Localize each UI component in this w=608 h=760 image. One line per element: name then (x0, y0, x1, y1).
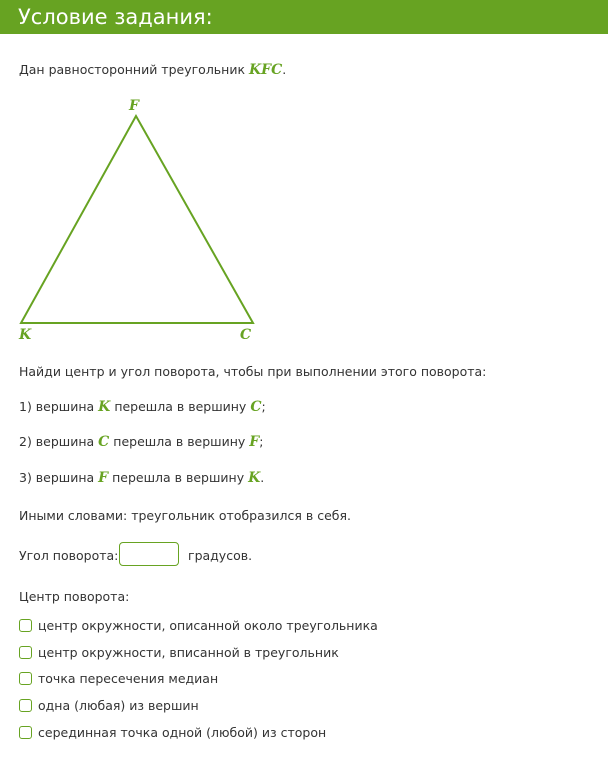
center-option-incenter[interactable] (19, 645, 339, 660)
option-label: серединная точка одной (любой) из сторон (38, 725, 327, 740)
center-option-circumcenter[interactable] (19, 618, 378, 633)
checkbox[interactable] (19, 619, 32, 632)
triangle-kfc (21, 116, 253, 323)
item-text: 2) вершина (19, 434, 99, 449)
task-summary: Иными словами: треугольник отобразился в себя. (19, 508, 352, 523)
task-item-1 (19, 399, 266, 415)
option-label: точка пересечения медиан (38, 671, 219, 686)
task-content (0, 34, 608, 760)
option-label: центр окружности, описанной около треугольника (38, 618, 378, 633)
intro-end: . (282, 62, 287, 77)
vertex-ref: F (249, 434, 260, 450)
task-item-3 (19, 470, 264, 486)
item-text: перешла в вершину (110, 399, 251, 414)
vertex-ref: K (248, 470, 261, 486)
vertex-ref: C (250, 399, 262, 415)
vertex-label-c: C (240, 327, 252, 343)
angle-input[interactable] (119, 542, 179, 566)
item-text: 1) вершина (19, 399, 99, 414)
triangle-figure (0, 34, 300, 354)
vertex-label-k: K (19, 327, 32, 343)
center-label: Центр поворота: (19, 589, 130, 604)
task-header (0, 0, 608, 34)
checkbox[interactable] (19, 672, 32, 685)
task-title: Условие задания: (18, 5, 213, 29)
center-option-centroid[interactable] (19, 671, 218, 686)
item-text: 3) вершина (19, 470, 99, 485)
item-end: ; (261, 399, 266, 414)
checkbox[interactable] (19, 699, 32, 712)
angle-label: Угол поворота: (19, 548, 119, 563)
intro-label: Дан равносторонний треугольник (19, 62, 249, 77)
item-text: перешла в вершину (108, 470, 249, 485)
item-text: перешла в вершину (109, 434, 250, 449)
item-end: ; (259, 434, 264, 449)
task-item-2 (19, 434, 263, 450)
angle-unit: градусов. (188, 548, 253, 563)
vertex-ref: C (98, 434, 110, 450)
checkbox[interactable] (19, 726, 32, 739)
center-option-side-midpoint[interactable] (19, 725, 326, 740)
item-end: . (260, 470, 265, 485)
checkbox[interactable] (19, 646, 32, 659)
vertex-ref: F (98, 470, 109, 486)
task-prompt: Найди центр и угол поворота, чтобы при выполнении этого поворота: (19, 364, 487, 379)
triangle-name: KFC (249, 62, 283, 78)
center-option-vertex[interactable] (19, 698, 199, 713)
option-label: одна (любая) из вершин (38, 698, 199, 713)
option-label: центр окружности, вписанной в треугольник (38, 645, 339, 660)
vertex-label-f: F (129, 98, 139, 114)
vertex-ref: K (98, 399, 111, 415)
